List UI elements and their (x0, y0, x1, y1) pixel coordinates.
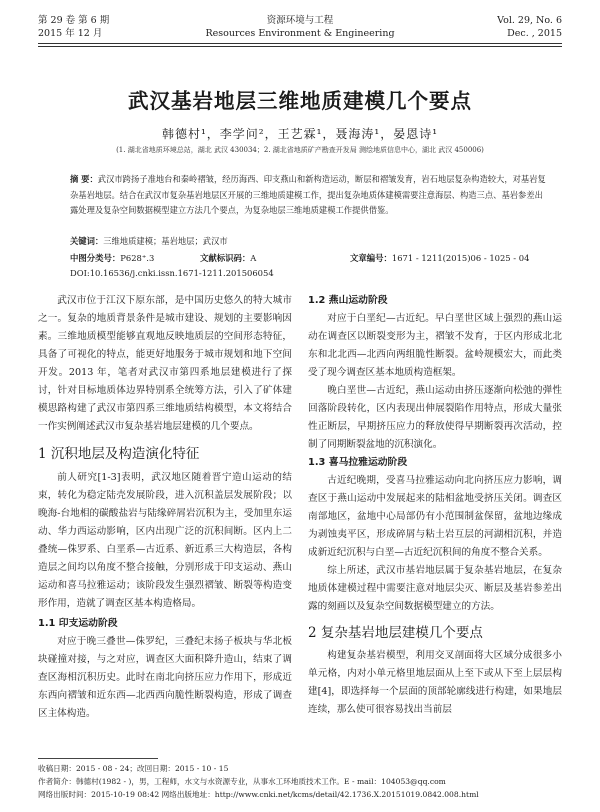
section-1-heading: 1 沉积地层及构造演化特征 (38, 446, 200, 462)
intro-paragraph: 武汉市位于江汉下原东部，是中国历史悠久的特大城市之一。复杂的地质背景条件是城市建设、规划的主要影响因素。三维地质模型能够直观地反映地质层的空间形态特征，具备了可视化的特点，能更好地服务于城市规划和地下空间开发。2013 年，笔者对武汉市第四系地层建模进行了探讨，针对目标地质体边界特别系全统筹方法，引入了矿体建模思路构建了武汉市第四系三维地质结构模型，本文将结合一作实例阐述武汉市复杂基岩地层建模的几个要点。 (38, 295, 292, 432)
journal-name-en: Resources Environment & Engineering (205, 28, 395, 39)
paper-title: 武汉基岩地层三维地质建模几个要点 (128, 89, 472, 113)
section-1-2-paragraph-1: 对应于白垩纪—古近纪。早白垩世区域上强烈的燕山运动在调查区以断裂变形为主，褶皱不发育，于区内形成北北东和北北西—北西向两组脆性断裂。盆岭规模宏大，而此类受了现今调查区基本地质构造框架。 (308, 313, 562, 378)
author-bio: 作者简介：韩德村(1982 - )，男，工程师，水文与水资源专业，从事水工环地质技术工作。E - mail：104053@qq.com (38, 777, 446, 786)
document-code: 文献标识码：A (200, 253, 257, 263)
keywords (70, 234, 550, 250)
journal-name-cn: 资源环境与工程 (266, 15, 334, 26)
header-rule-bottom (38, 46, 562, 47)
section-1-3-heading: 1.3 喜马拉雅运动阶段 (308, 457, 408, 468)
section-2-paragraph: 构建复杂基岩模型，利用交叉剖面将大区域分成很多小单元格，内对小单元格里地层面从上至下或从下至上层层构建[4]，即选择每一个层面的顶部轮廓线进行构建，如果地层连续，那么使可很容易找出当前层 (308, 650, 562, 715)
abstract (70, 172, 550, 219)
left-column (38, 292, 292, 723)
affiliation: (1. 湖北省地质环境总站，湖北 武汉 430034；2. 湖北省地质矿产勘查开发局 测绘地质信息中心，湖北 武汉 450006) (116, 146, 484, 154)
section-1-paragraph: 前人研究[1-3]表明，武汉地区随着晋宁造山运动的结束，转化为稳定陆壳发展阶段，进入沉积盖层发展阶段；以晚海-台地相的碳酸盐岩与陆缘碎屑岩沉积为主，受加里东运动、华力西运动影响，区内出现广泛的沉积间断。区内上二叠统—侏罗系、白垩系—古近系、新近系三大构造层，各构造层之间均以角度不整合接触，分别形成于印支运动、燕山运动和喜马拉雅运动；该阶段发生强烈褶皱、断裂等构造变形作用，造就了调查区基本构造格局。 (38, 472, 292, 609)
section-1-3-paragraph-1: 古近纪晚期，受喜马拉雅运动向北向挤压应力影响，调查区于燕山运动中发展起来的陆相盆地受挤压关闭。调查区南部地区，盆地中心局部仍有小范围制盆保留，盆地边缘成为剥蚀夷平区，形成碎屑与粘土岩互层的河湖相沉积，并造成新近纪沉积与白垩—古近纪沉积间的角度不整合关系。 (308, 475, 562, 558)
article-number: 文章编号：1671 - 1211(2015)06 - 1025 - 04 (350, 253, 530, 263)
received-date: 收稿日期：2015 - 08 - 24；改回日期：2015 - 10 - 15 (38, 764, 229, 773)
keywords-text: 三维地质建模；基岩地层；武汉市 (103, 236, 228, 246)
header-date: 2015 年 12 月 (38, 28, 103, 39)
footnote-rule (38, 758, 158, 759)
abstract-label: 摘 要： (70, 174, 98, 184)
section-1-2-heading: 1.2 燕山运动阶段 (308, 295, 388, 306)
author-list: 韩德村¹，李学问²，王艺霖¹，聂海涛¹，晏恩诗¹ (161, 127, 439, 141)
section-2-heading: 2 复杂基岩地层建模几个要点 (308, 625, 483, 641)
keywords-label: 关键词： (70, 236, 104, 246)
header-rule-top (38, 43, 562, 44)
footnotes (38, 762, 562, 801)
section-1-1-paragraph: 对应于晚三叠世—侏罗纪，三叠纪末扬子板块与华北板块碰撞对接，与之对应，调查区大面积降升造山，结束了调查区海相沉积历史。此时在南北向挤压应力作用下，形成近东西向褶皱和近东西—北西西向脆性断裂构造，形成了调查区主体构造。 (38, 636, 292, 719)
section-1-2-paragraph-2: 晚白垩世—古近纪，燕山运动由挤压逐渐向松弛的弹性回落阶段转化，区内表现出伸展裂陷作用特点，形成大量张性正断层，早期挤压应力的释放使得早期断裂再次活动，控制了同期断裂盆地的沉积演化。 (308, 385, 562, 450)
section-1-1-heading: 1.1 印支运动阶段 (38, 618, 118, 629)
section-1-3-paragraph-2: 综上所述，武汉市基岩地层属于复杂基岩地层，在复杂地质体建模过程中需要注意对地层尖灭、断层及基岩参差出露的刻画以及复杂空间数据模型建立的方法。 (308, 565, 562, 612)
abstract-text: 武汉市跨扬子准地台和秦岭褶皱，经历海西、印支燕山和新构造运动，断层和褶皱发育，岩石地层复杂构造较大，对基岩复杂基岩地层。结合在武汉市复杂基岩地层区开展的三维地质建模工作，提出复杂地质体建模需要注意海层、构造三点、基岩参差出露处理及复杂空间数据模型建立方法几个要点，为复杂地层三维地质建模工作提供借鉴。 (70, 174, 546, 215)
right-column (308, 292, 562, 719)
header-volume: 第 29 卷 第 6 期 (38, 15, 110, 26)
header-date-en: Dec. , 2015 (507, 28, 562, 39)
clc-number: 中图分类号：P628⁺.3 (70, 253, 155, 263)
doi: DOI:10.16536/j.cnki.issn.1671-1211.201506054 (70, 268, 274, 278)
header-volume-en: Vol. 29, No. 6 (497, 15, 562, 26)
online-publication: 网络出版时间：2015-10-19 08:42 网络出版地址：http://www.cnki.net/kcms/detail/42.1736.X.20151019.0842.008.html (38, 790, 479, 799)
